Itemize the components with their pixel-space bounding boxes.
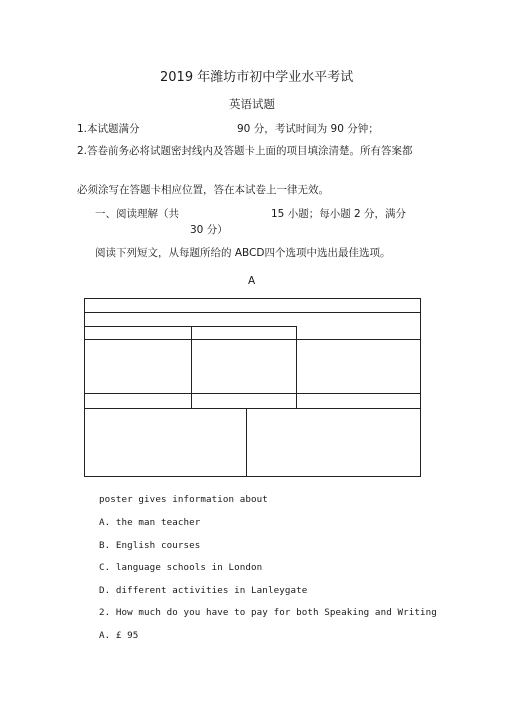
instruction-line-1b: 90 分，考试时间为 90 分钟；	[237, 123, 379, 135]
table-rule	[296, 326, 297, 408]
question-1-option-d: D. different activities in Lanleygate	[99, 585, 308, 596]
question-1-option-c: C. language schools in London	[99, 562, 263, 573]
passage-label: A	[248, 275, 256, 287]
question-2-option-a: A. £ 95	[99, 630, 139, 641]
section-heading-c: 30 分）	[190, 224, 228, 236]
question-1-option-a: A. the man teacher	[99, 517, 201, 528]
table-rule	[191, 326, 192, 408]
table-rule	[84, 312, 421, 313]
instruction-line-2: 2.答卷前务必将试题密封线内及答题卡上面的项目填涂清楚。所有答案都	[77, 145, 413, 157]
question-2-stem: 2. How much do you have to pay for both Speaking and Writing	[99, 607, 437, 618]
section-direction: 阅读下列短文，从每题所给的 ABCD四个选项中选出最佳选项。	[95, 247, 391, 259]
instruction-line-1a: 1.本试题满分	[77, 123, 140, 135]
poster-table-frame	[84, 298, 421, 477]
page-subtitle: 英语试题	[229, 97, 275, 111]
page-title: 2019 年潍坊市初中学业水平考试	[160, 70, 354, 85]
table-rule	[84, 393, 421, 394]
question-1-stem: poster gives information about	[99, 494, 268, 505]
table-rule	[84, 339, 421, 340]
section-heading-a: 一、阅读理解（共	[95, 208, 179, 220]
question-1-option-b: B. English courses	[99, 540, 201, 551]
section-heading-b: 15 小题；每小题 2 分，满分	[271, 208, 407, 220]
instruction-line-3: 必须涂写在答题卡相应位置，答在本试卷上一律无效。	[77, 184, 329, 196]
table-rule	[246, 408, 247, 477]
table-rule	[84, 408, 421, 409]
